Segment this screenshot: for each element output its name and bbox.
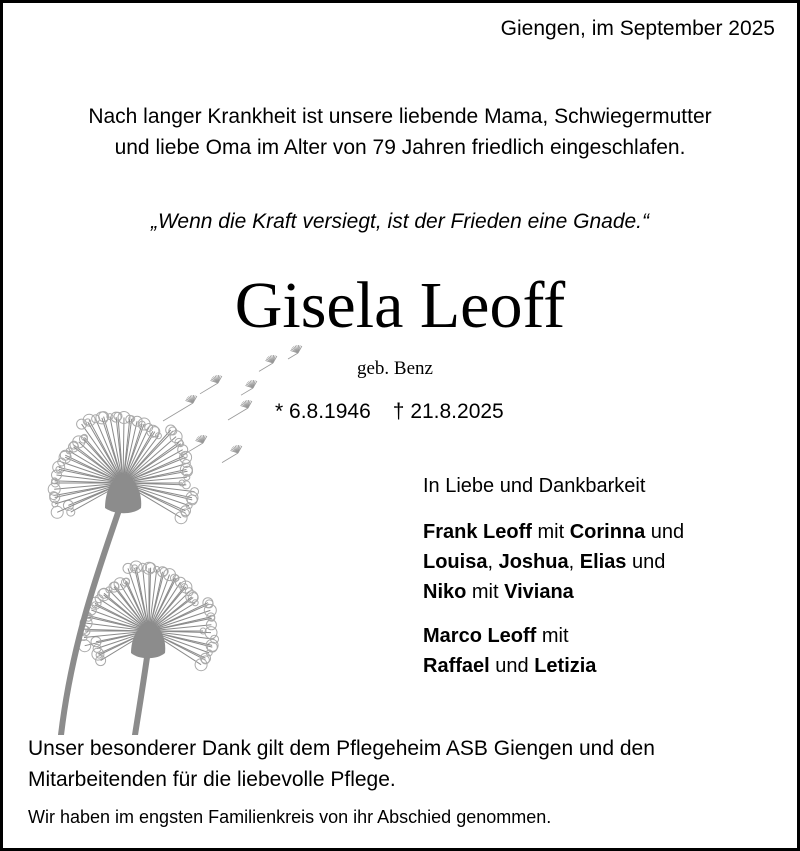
dandelion-icon [43,343,303,735]
relative-name: Viviana [504,581,574,603]
deceased-name: Gisela Leoff [234,269,566,342]
intro-line-2: und liebe Oma im Alter von 79 Jahren friedlich eingeschlafen. [114,136,686,159]
thanks-line-2: Mitarbeitenden für die liebevolle Pflege. [28,768,396,791]
place-date: Giengen, im September 2025 [500,17,775,40]
cross-icon: † [392,400,405,423]
relative-name: Marco Leoff [423,625,537,647]
thanks-line-1: Unser besonderer Dank gilt dem Pflegeheim ASB Giengen und den [28,737,655,760]
relative-name: Elias [579,551,627,573]
relative-name: Raffael [423,655,490,677]
relative-name: Niko [423,581,467,603]
family-group-1: Frank Leoff mit Corinna und Louisa, Joshua, Elias und Niko mit Viviana [423,521,685,603]
life-dates [275,400,504,424]
family-heading: In Liebe und Dankbarkeit [423,475,646,497]
relative-name: Frank Leoff [423,521,532,543]
quote: „Wenn die Kraft versiegt, ist der Frieden eine Gnade.“ [150,210,650,233]
birth-symbol: * [275,400,284,423]
intro-line-1: Nach langer Krankheit ist unsere liebende Mama, Schwiegermutter [88,105,712,128]
intro-text [3,101,797,163]
family-signatures [423,471,684,695]
relative-name: Joshua [498,551,569,573]
relative-name: Louisa [423,551,488,573]
family-group-2: Marco Leoff mit Raffael und Letizia [423,625,597,677]
death-date: 21.8.2025 [410,400,504,423]
relative-name: Letizia [534,655,597,677]
maiden-name: geb. Benz [357,358,433,379]
farewell-text: Wir haben im engsten Familienkreis von ihr Abschied genommen. [28,807,552,827]
relative-name: Corinna [569,521,646,543]
thanks-text [28,733,655,795]
birth-date: 6.8.1946 [289,400,371,423]
